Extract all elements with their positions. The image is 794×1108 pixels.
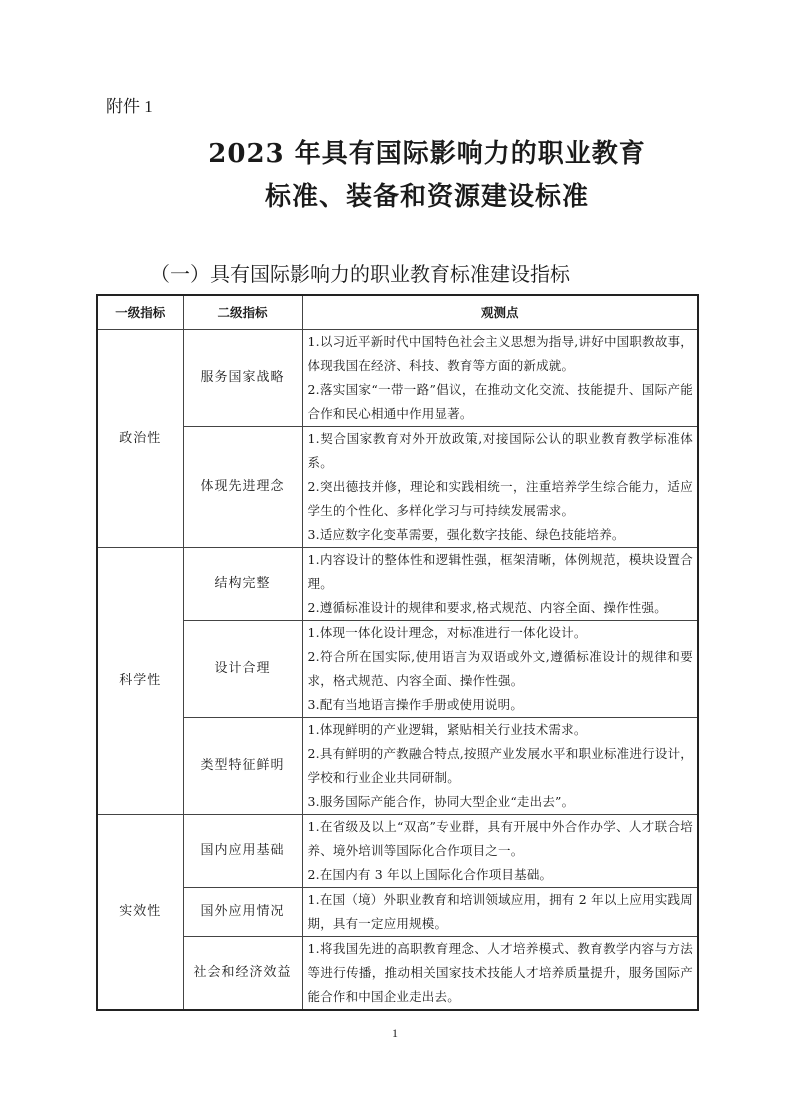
- observation-point: 1.内容设计的整体性和逻辑性强，框架清晰，体例规范，模块设置合理。: [307, 552, 693, 591]
- table-row: [97, 937, 698, 1011]
- table-row: [97, 621, 698, 718]
- observation-point: 2.在国内有 3 年以上国际化合作项目基础。: [307, 867, 553, 882]
- section-title: （一）具有国际影响力的职业教育标准建设指标: [150, 262, 570, 286]
- observation-point: 1.契合国家教育对外开放政策,对接国际公认的职业教育教学标准体系。: [307, 431, 693, 470]
- observation-point: 3.服务国际产能合作，协同大型企业“走出去”。: [307, 794, 575, 809]
- observation-point: 2.落实国家“一带一路”倡议，在推动文化交流、技能提升、国际产能合作和民心相通中作用显著。: [307, 382, 693, 421]
- level2-cell: 服务国家战略: [183, 330, 302, 427]
- table-row: [97, 330, 698, 427]
- level2-cell: 体现先进理念: [183, 427, 302, 548]
- table-row: [97, 548, 698, 621]
- table-header-row: [97, 295, 698, 330]
- observation-cell: [302, 427, 698, 548]
- observation-point: 2.遵循标准设计的规律和要求,格式规范、内容全面、操作性强。: [307, 600, 667, 615]
- level2-cell: 类型特征鲜明: [183, 718, 302, 815]
- header-observation: 观测点: [302, 295, 698, 330]
- observation-point: 2.符合所在国实际,使用语言为双语或外文,遵循标准设计的规律和要求，格式规范、内容全面、操作性强。: [307, 649, 693, 688]
- observation-point: 1.在省级及以上“双高”专业群，具有开展中外合作办学、人才联合培养、境外培训等国际化合作项目之一。: [307, 819, 693, 858]
- level2-cell: 设计合理: [183, 621, 302, 718]
- observation-cell: [302, 548, 698, 621]
- observation-point: 1.在国（境）外职业教育和培训领域应用，拥有 2 年以上应用实践周期，具有一定应用规模。: [307, 892, 693, 931]
- observation-cell: [302, 888, 698, 937]
- observation-point: 2.突出德技并修，理论和实践相统一，注重培养学生综合能力，适应学生的个性化、多样化学习与可持续发展需求。: [307, 479, 693, 518]
- attachment-label: 附件 1: [106, 97, 153, 116]
- observation-cell: [302, 718, 698, 815]
- page-number: 1: [392, 1026, 398, 1040]
- header-level2: 二级指标: [183, 295, 302, 330]
- observation-point: 1.以习近平新时代中国特色社会主义思想为指导,讲好中国职教故事，体现我国在经济、科技、教育等方面的新成就。: [307, 334, 693, 373]
- observation-cell: [302, 815, 698, 888]
- header-level1: 一级指标: [97, 295, 183, 330]
- table-row: [97, 718, 698, 815]
- level2-cell: 国外应用情况: [183, 888, 302, 937]
- level2-cell: 社会和经济效益: [183, 937, 302, 1011]
- observation-point: 2.具有鲜明的产教融合特点,按照产业发展水平和职业标准进行设计，学校和行业企业共同研制。: [307, 746, 693, 785]
- document-title-line-2: 标准、装备和资源建设标准: [264, 182, 589, 212]
- table-row: [97, 888, 698, 937]
- level1-cell: 政治性: [97, 330, 183, 548]
- level2-cell: 国内应用基础: [183, 815, 302, 888]
- observation-point: 3.配有当地语言操作手册或使用说明。: [307, 697, 524, 712]
- table-row: [97, 427, 698, 548]
- table-row: [97, 815, 698, 888]
- observation-cell: [302, 330, 698, 427]
- document-title-line-1: 2023 年具有国际影响力的职业教育: [208, 139, 646, 169]
- observation-point: 1.体现一体化设计理念，对标准进行一体化设计。: [307, 625, 587, 640]
- observation-cell: [302, 937, 698, 1011]
- observation-point: 1.将我国先进的高职教育理念、人才培养模式、教育教学内容与方法等进行传播，推动相关国家技术技能人才培养质量提升，服务国际产能合作和中国企业走出去。: [307, 941, 693, 1004]
- level1-cell: 实效性: [97, 815, 183, 1011]
- level2-cell: 结构完整: [183, 548, 302, 621]
- observation-cell: [302, 621, 698, 718]
- observation-point: 3.适应数字化变革需要，强化数字技能、绿色技能培养。: [307, 527, 625, 542]
- indicator-table: [96, 294, 699, 1011]
- observation-point: 1.体现鲜明的产业逻辑，紧贴相关行业技术需求。: [307, 722, 587, 737]
- level1-cell: 科学性: [97, 548, 183, 815]
